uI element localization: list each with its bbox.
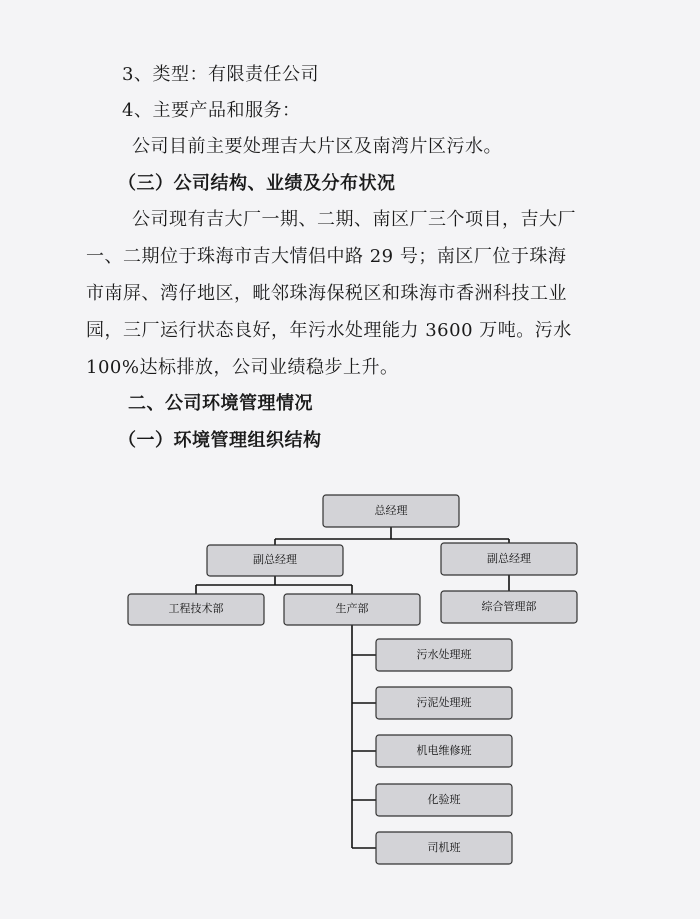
paragraph-line-1: 公司现有吉大厂一期、二期、南区厂三个项目，吉大厂: [132, 209, 576, 230]
node-engineering-dept: [128, 594, 264, 625]
paragraph-line-3: 市南屏、湾仔地区，毗邻珠海保税区和珠海市香洲科技工业: [86, 283, 567, 304]
node-team-electromechanical-label: 机电维修班: [416, 744, 472, 757]
text-line-products-desc: 公司目前主要处理吉大片区及南湾片区污水。: [132, 136, 502, 157]
node-deputy-manager-left-label: 副总经理: [253, 553, 297, 566]
paragraph-line-2: 一、二期位于珠海市吉大情侣中路 29 号；南区厂位于珠海: [86, 246, 567, 267]
node-team-sewage-label: 污水处理班: [416, 648, 472, 661]
section-heading-env-management: 二、公司环境管理情况: [128, 393, 313, 414]
node-production-dept: [284, 594, 420, 625]
node-deputy-manager-right-label: 副总经理: [487, 552, 531, 565]
node-team-sludge-label: 污泥处理班: [416, 696, 472, 709]
node-team-drivers: [376, 832, 512, 864]
node-general-manager: [323, 495, 459, 527]
node-deputy-manager-left: [207, 545, 343, 576]
node-admin-dept: [441, 591, 577, 623]
node-team-electromechanical: [376, 735, 512, 767]
section-heading-org-structure: （一）环境管理组织结构: [118, 430, 322, 451]
section-heading-structure: （三）公司结构、业绩及分布状况: [118, 173, 396, 194]
node-team-drivers-label: 司机班: [427, 841, 461, 854]
text-line-products-heading: 4、主要产品和服务：: [122, 100, 301, 121]
node-team-sludge: [376, 687, 512, 719]
node-admin-dept-label: 综合管理部: [481, 600, 537, 613]
node-team-sewage: [376, 639, 512, 671]
paragraph-line-4: 园，三厂运行状态良好，年污水处理能力 3600 万吨。污水: [86, 320, 572, 341]
node-engineering-dept-label: 工程技术部: [168, 602, 224, 615]
node-general-manager-label: 总经理: [374, 504, 408, 517]
text-line-type: 3、类型：有限责任公司: [122, 64, 319, 85]
node-team-lab: [376, 784, 512, 816]
paragraph-line-5: 100%达标排放，公司业绩稳步上升。: [86, 357, 399, 378]
node-team-lab-label: 化验班: [427, 793, 461, 806]
node-deputy-manager-right: [441, 543, 577, 575]
node-production-dept-label: 生产部: [335, 602, 369, 615]
